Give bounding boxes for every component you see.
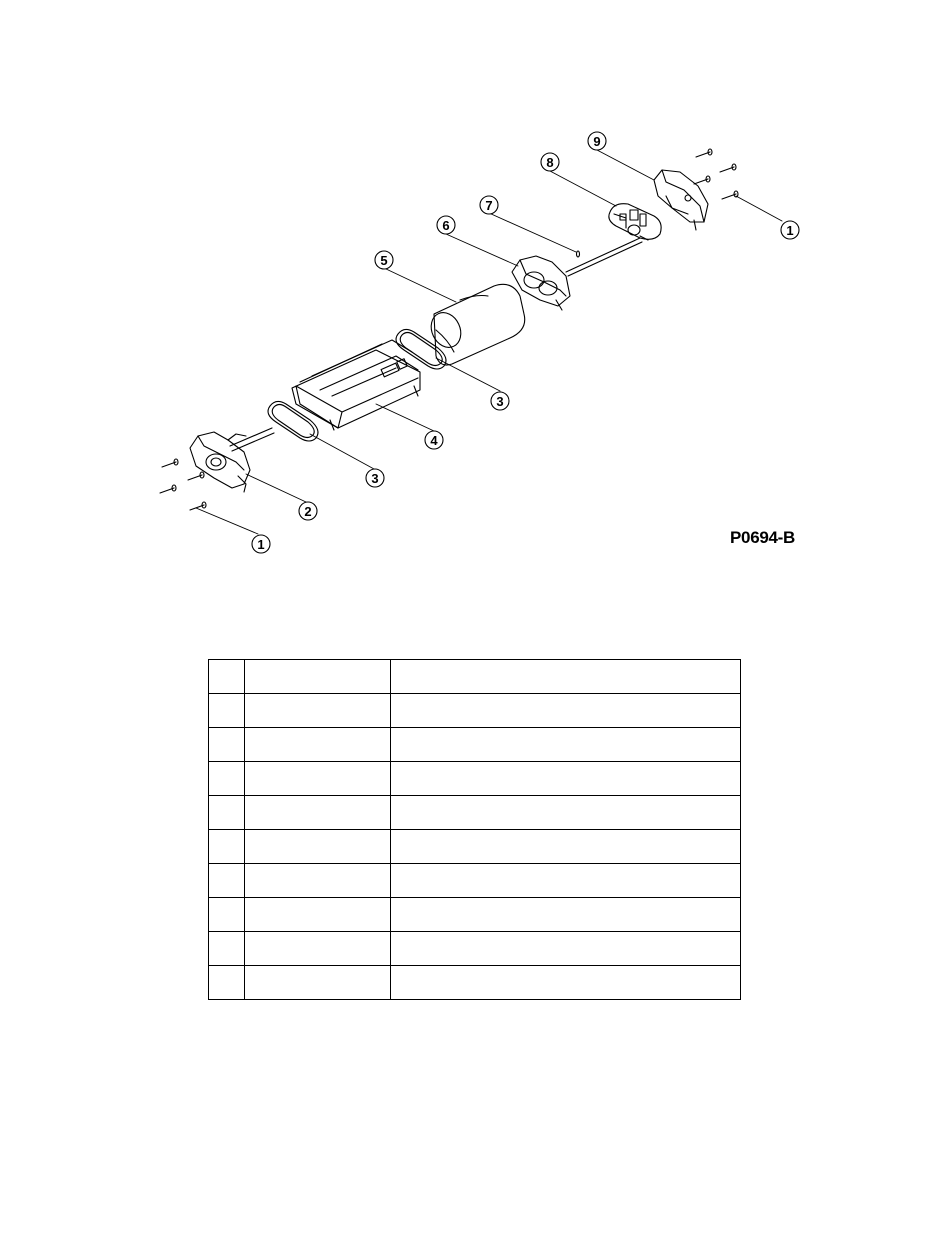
callout-3-upper: [491, 392, 509, 410]
svg-text:3: 3: [496, 394, 504, 409]
svg-text:2: 2: [304, 504, 312, 519]
table-cell: [245, 932, 391, 966]
table-cell: [209, 762, 245, 796]
table-cell: [245, 830, 391, 864]
drawing-number: P0694-B: [730, 528, 795, 547]
callout-5: [375, 251, 393, 269]
table-cell: [245, 728, 391, 762]
screw: [696, 149, 712, 157]
table-cell: [209, 796, 245, 830]
battery-tray: [292, 340, 420, 430]
svg-text:5: 5: [380, 253, 388, 268]
battery-cells: [426, 284, 525, 365]
table-cell: [245, 966, 391, 1000]
table-cell: [391, 728, 741, 762]
table-cell: [245, 694, 391, 728]
callout-4: [425, 431, 443, 449]
table-cell: [391, 932, 741, 966]
callouts: [252, 132, 799, 553]
gasket-lower: [268, 401, 318, 441]
svg-text:7: 7: [485, 198, 493, 213]
table-cell: [245, 898, 391, 932]
table-cell: [209, 864, 245, 898]
table-row: [209, 694, 741, 728]
svg-text:3: 3: [371, 471, 379, 486]
svg-text:1: 1: [257, 537, 265, 552]
end-cap-with-post: [190, 428, 274, 492]
table-cell: [391, 694, 741, 728]
table-row: [209, 966, 741, 1000]
connector-board: [609, 204, 661, 240]
tie-rod: [566, 238, 642, 276]
screw: [162, 459, 178, 467]
screw: [722, 191, 738, 199]
table-row: [209, 830, 741, 864]
table-cell: [209, 932, 245, 966]
table-row: [209, 932, 741, 966]
table-row: [209, 728, 741, 762]
table-cell: [245, 660, 391, 694]
callout-3-lower: [366, 469, 384, 487]
exploded-assembly-diagram: [0, 0, 950, 600]
callout-1-lower: [252, 535, 270, 553]
table-row: [209, 898, 741, 932]
screw: [694, 176, 710, 184]
table-cell: [245, 762, 391, 796]
parts-table: [208, 659, 741, 1000]
screw: [160, 485, 176, 493]
table-row: [209, 660, 741, 694]
screw: [188, 472, 204, 480]
table-row: [209, 796, 741, 830]
callout-6: [437, 216, 455, 234]
callout-7: [480, 196, 498, 214]
table-cell: [245, 864, 391, 898]
table-cell: [391, 898, 741, 932]
table-cell: [391, 660, 741, 694]
svg-text:8: 8: [546, 155, 554, 170]
table-cell: [209, 694, 245, 728]
svg-text:9: 9: [593, 134, 601, 149]
table-cell: [209, 898, 245, 932]
table-cell: [391, 762, 741, 796]
table-cell: [391, 864, 741, 898]
svg-text:1: 1: [786, 223, 794, 238]
table-cell: [391, 830, 741, 864]
svg-text:6: 6: [442, 218, 450, 233]
table-cell: [209, 966, 245, 1000]
callout-8: [541, 153, 559, 171]
callout-9: [588, 132, 606, 150]
callout-2: [299, 502, 317, 520]
screw: [720, 164, 736, 172]
end-cap: [654, 170, 708, 230]
table-cell: [209, 830, 245, 864]
table-cell: [391, 796, 741, 830]
table-row: [209, 762, 741, 796]
svg-text:4: 4: [430, 433, 438, 448]
inner-end-cap: [512, 256, 570, 310]
table-cell: [209, 728, 245, 762]
callout-1-upper: [781, 221, 799, 239]
parts-table-body: [209, 660, 741, 1000]
table-cell: [209, 660, 245, 694]
table-row: [209, 864, 741, 898]
table-cell: [391, 966, 741, 1000]
screw-group-left: [160, 459, 206, 510]
table-cell: [245, 796, 391, 830]
gasket-upper: [396, 329, 446, 369]
